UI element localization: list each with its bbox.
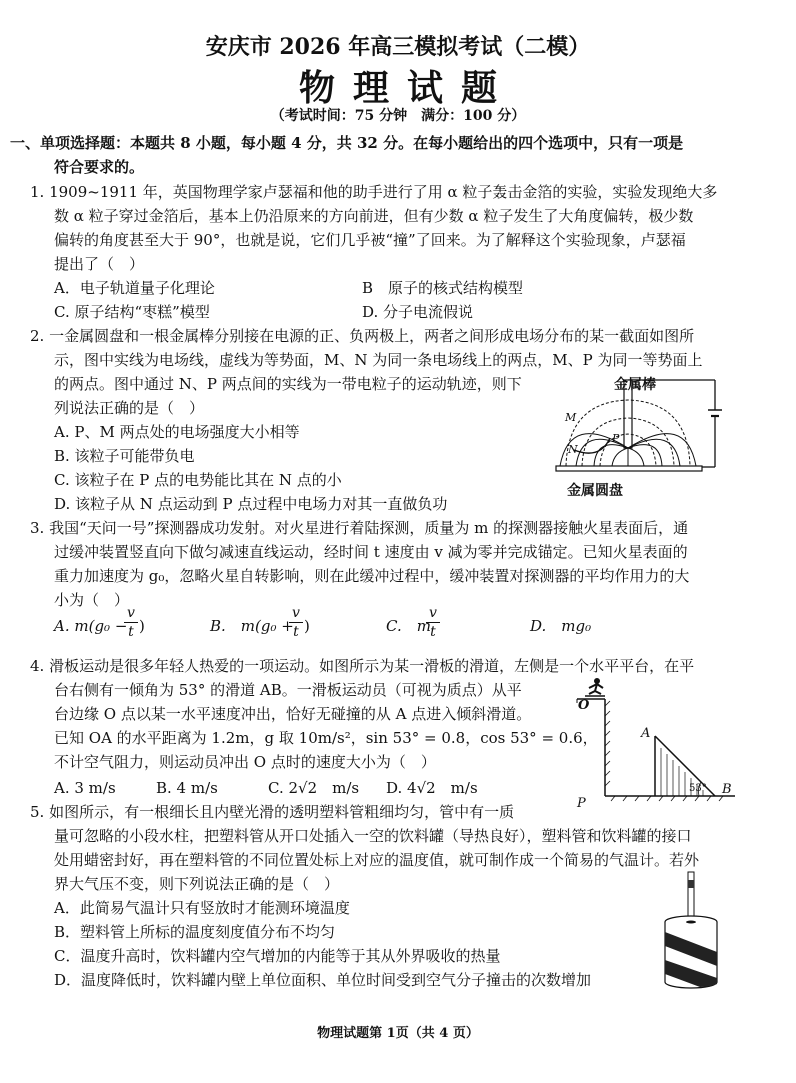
frac-num: v <box>124 604 138 623</box>
q3-option-c-frac <box>426 604 440 641</box>
q3-option-b-pre: B. m(g₀ + <box>210 617 294 635</box>
frac-den: t <box>293 624 299 640</box>
q5-line3: 处用蜡密封好，再在塑料管的不同位置处标上对应的温度值，就可制作成一个简易的气温计。若外 <box>54 851 700 869</box>
q2-line4: 列说法正确的是（ ） <box>54 399 205 417</box>
q3-line2: 过缓冲装置竖直向下做匀减速直线运动，经时间 t 速度由 v 减为零并完成锚定。已知火星表面的 <box>54 543 688 561</box>
q2-point-m: M <box>565 411 577 424</box>
q4-line1: 4. 滑板运动是很多年轻人热爱的一项运动。如图所示为某一滑板的滑道，左侧是一个水平平台，在平 <box>30 657 695 675</box>
q2-point-n: N <box>568 443 578 456</box>
q1-option-a: A．电子轨道量子化理论 <box>54 279 215 297</box>
q5-option-d: D．温度降低时，饮料罐内壁上单位面积、单位时间受到空气分子撞击的次数增加 <box>54 971 592 989</box>
q2-rod-label: 金属棒 <box>614 377 656 393</box>
q4-line3: 台边缘 O 点以某一水平速度冲出，恰好无碰撞的从 A 点进入倾斜滑道。 <box>54 705 532 723</box>
q3-line3: 重力加速度为 g₀，忽略火星自转影响，则在此缓冲过程中，缓冲装置对探测器的平均作用力的大 <box>54 567 690 585</box>
q4-option-b: B. 4 m/s <box>156 779 218 797</box>
q5-option-c: C．温度升高时，饮料罐内空气增加的内能等于其从外界吸收的热量 <box>54 947 501 965</box>
section-heading-cont: 符合要求的。 <box>54 158 145 176</box>
q4-point-o: O <box>578 698 590 713</box>
q3-line1: 3. 我国“天问一号”探测器成功发射。对火星进行着陆探测，质量为 m 的探测器接触火星表面后，通 <box>30 519 689 537</box>
q5-can-figure <box>660 870 730 1000</box>
q1-line4: 提出了（ ） <box>54 255 145 273</box>
q2-point-p: P <box>612 432 620 445</box>
q5-option-b: B．塑料管上所标的温度刻度值分布不均匀 <box>54 923 336 941</box>
page-footer: 物理试题第 1页（共 4 页） <box>317 1026 479 1041</box>
section-heading: 一、单项选择题：本题共 8 小题，每小题 4 分，共 32 分。在每小题给出的四个选项中，只有一项是 <box>10 134 684 152</box>
q3-option-a-post: ) <box>139 617 145 635</box>
q5-option-a: A．此简易气温计只有竖放时才能测环境温度 <box>54 899 350 917</box>
q4-point-a: A <box>641 726 651 741</box>
q4-ramp-figure <box>575 676 740 806</box>
q1-line3: 偏转的角度甚至大于 90°，也就是说，它们几乎被“撞”了回来。为了解释这个实验现象，卢瑟福 <box>54 231 686 249</box>
q4-option-a: A. 3 m/s <box>54 779 116 797</box>
q4-line5: 不计空气阻力，则运动员冲出 O 点时的速度大小为（ ） <box>54 753 436 771</box>
frac-num: v <box>289 604 303 623</box>
frac-den: t <box>430 624 436 640</box>
q2-option-a: A. P、M 两点处的电场强度大小相等 <box>54 423 300 441</box>
q3-option-a-frac <box>124 604 138 641</box>
q2-line3: 的两点。图中通过 N、P 两点间的实线为一带电粒子的运动轨迹，则下 <box>54 375 522 393</box>
q4-option-d: D. 4√2 m/s <box>386 779 478 797</box>
q1-option-b: B 原子的核式结构模型 <box>362 279 524 297</box>
exam-title: 安庆市 2026 年高三模拟考试（二模） <box>205 34 591 60</box>
q5-line2: 量可忽略的小段水柱，把塑料管从开口处插入一空的饮料罐（导热良好），塑料管和饮料罐的接口 <box>54 827 692 845</box>
q1-option-c: C. 原子结构“枣糕”模型 <box>54 303 210 321</box>
q4-angle: 53° <box>689 783 707 794</box>
q3-option-d: D. mg₀ <box>530 617 592 635</box>
q4-point-p: P <box>577 796 586 811</box>
q3-option-b-frac <box>289 604 303 641</box>
q2-line2: 示，图中实线为电场线，虚线为等势面，M、N 为同一条电场线上的两点，M、P 为同一等势面上 <box>54 351 703 369</box>
subject-title: 物理试题 <box>298 67 515 109</box>
q3-option-c-pre: C. m <box>386 617 431 635</box>
q2-option-c: C. 该粒子在 P 点的电势能比其在 N 点的小 <box>54 471 342 489</box>
q3-option-a-pre: A. m(g₀ − <box>54 617 128 635</box>
q2-option-d: D. 该粒子从 N 点运动到 P 点过程中电场力对其一直做负功 <box>54 495 448 513</box>
q4-line4: 已知 OA 的水平距离为 1.2m，g 取 10m/s²，sin 53° = 0.8，cos 53° = 0.6， <box>54 729 598 747</box>
q3-option-b-post: ) <box>304 617 310 635</box>
q4-point-b: B <box>722 782 732 797</box>
q4-option-c: C. 2√2 m/s <box>268 779 360 797</box>
q2-disk-label: 金属圆盘 <box>567 483 623 499</box>
q5-line1: 5. 如图所示，有一根细长且内壁光滑的透明塑料管粗细均匀，管中有一质 <box>30 803 515 821</box>
q1-option-d: D. 分子电流假说 <box>362 303 474 321</box>
q2-line1: 2. 一金属圆盘和一根金属棒分别接在电源的正、负两极上，两者之间形成电场分布的某一截面如图所 <box>30 327 695 345</box>
exam-info: （考试时间：75 分钟 满分：100 分） <box>270 108 526 124</box>
q5-line4: 界大气压不变，则下列说法正确的是（ ） <box>54 875 340 893</box>
q3-line4: 小为（ ） <box>54 591 130 609</box>
q1-line1: 1. 1909~1911 年，英国物理学家卢瑟福和他的助手进行了用 α 粒子轰击金箔的实验，实验发现绝大多 <box>30 183 718 201</box>
frac-num: v <box>426 604 440 623</box>
q4-line2: 台右侧有一倾角为 53° 的滑道 AB。一滑板运动员（可视为质点）从平 <box>54 681 522 699</box>
q2-option-b: B. 该粒子可能带负电 <box>54 447 195 465</box>
frac-den: t <box>128 624 134 640</box>
q1-line2: 数 α 粒子穿过金箔后，基本上仍沿原来的方向前进，但有少数 α 粒子发生了大角度偏转，极少数 <box>54 207 694 225</box>
